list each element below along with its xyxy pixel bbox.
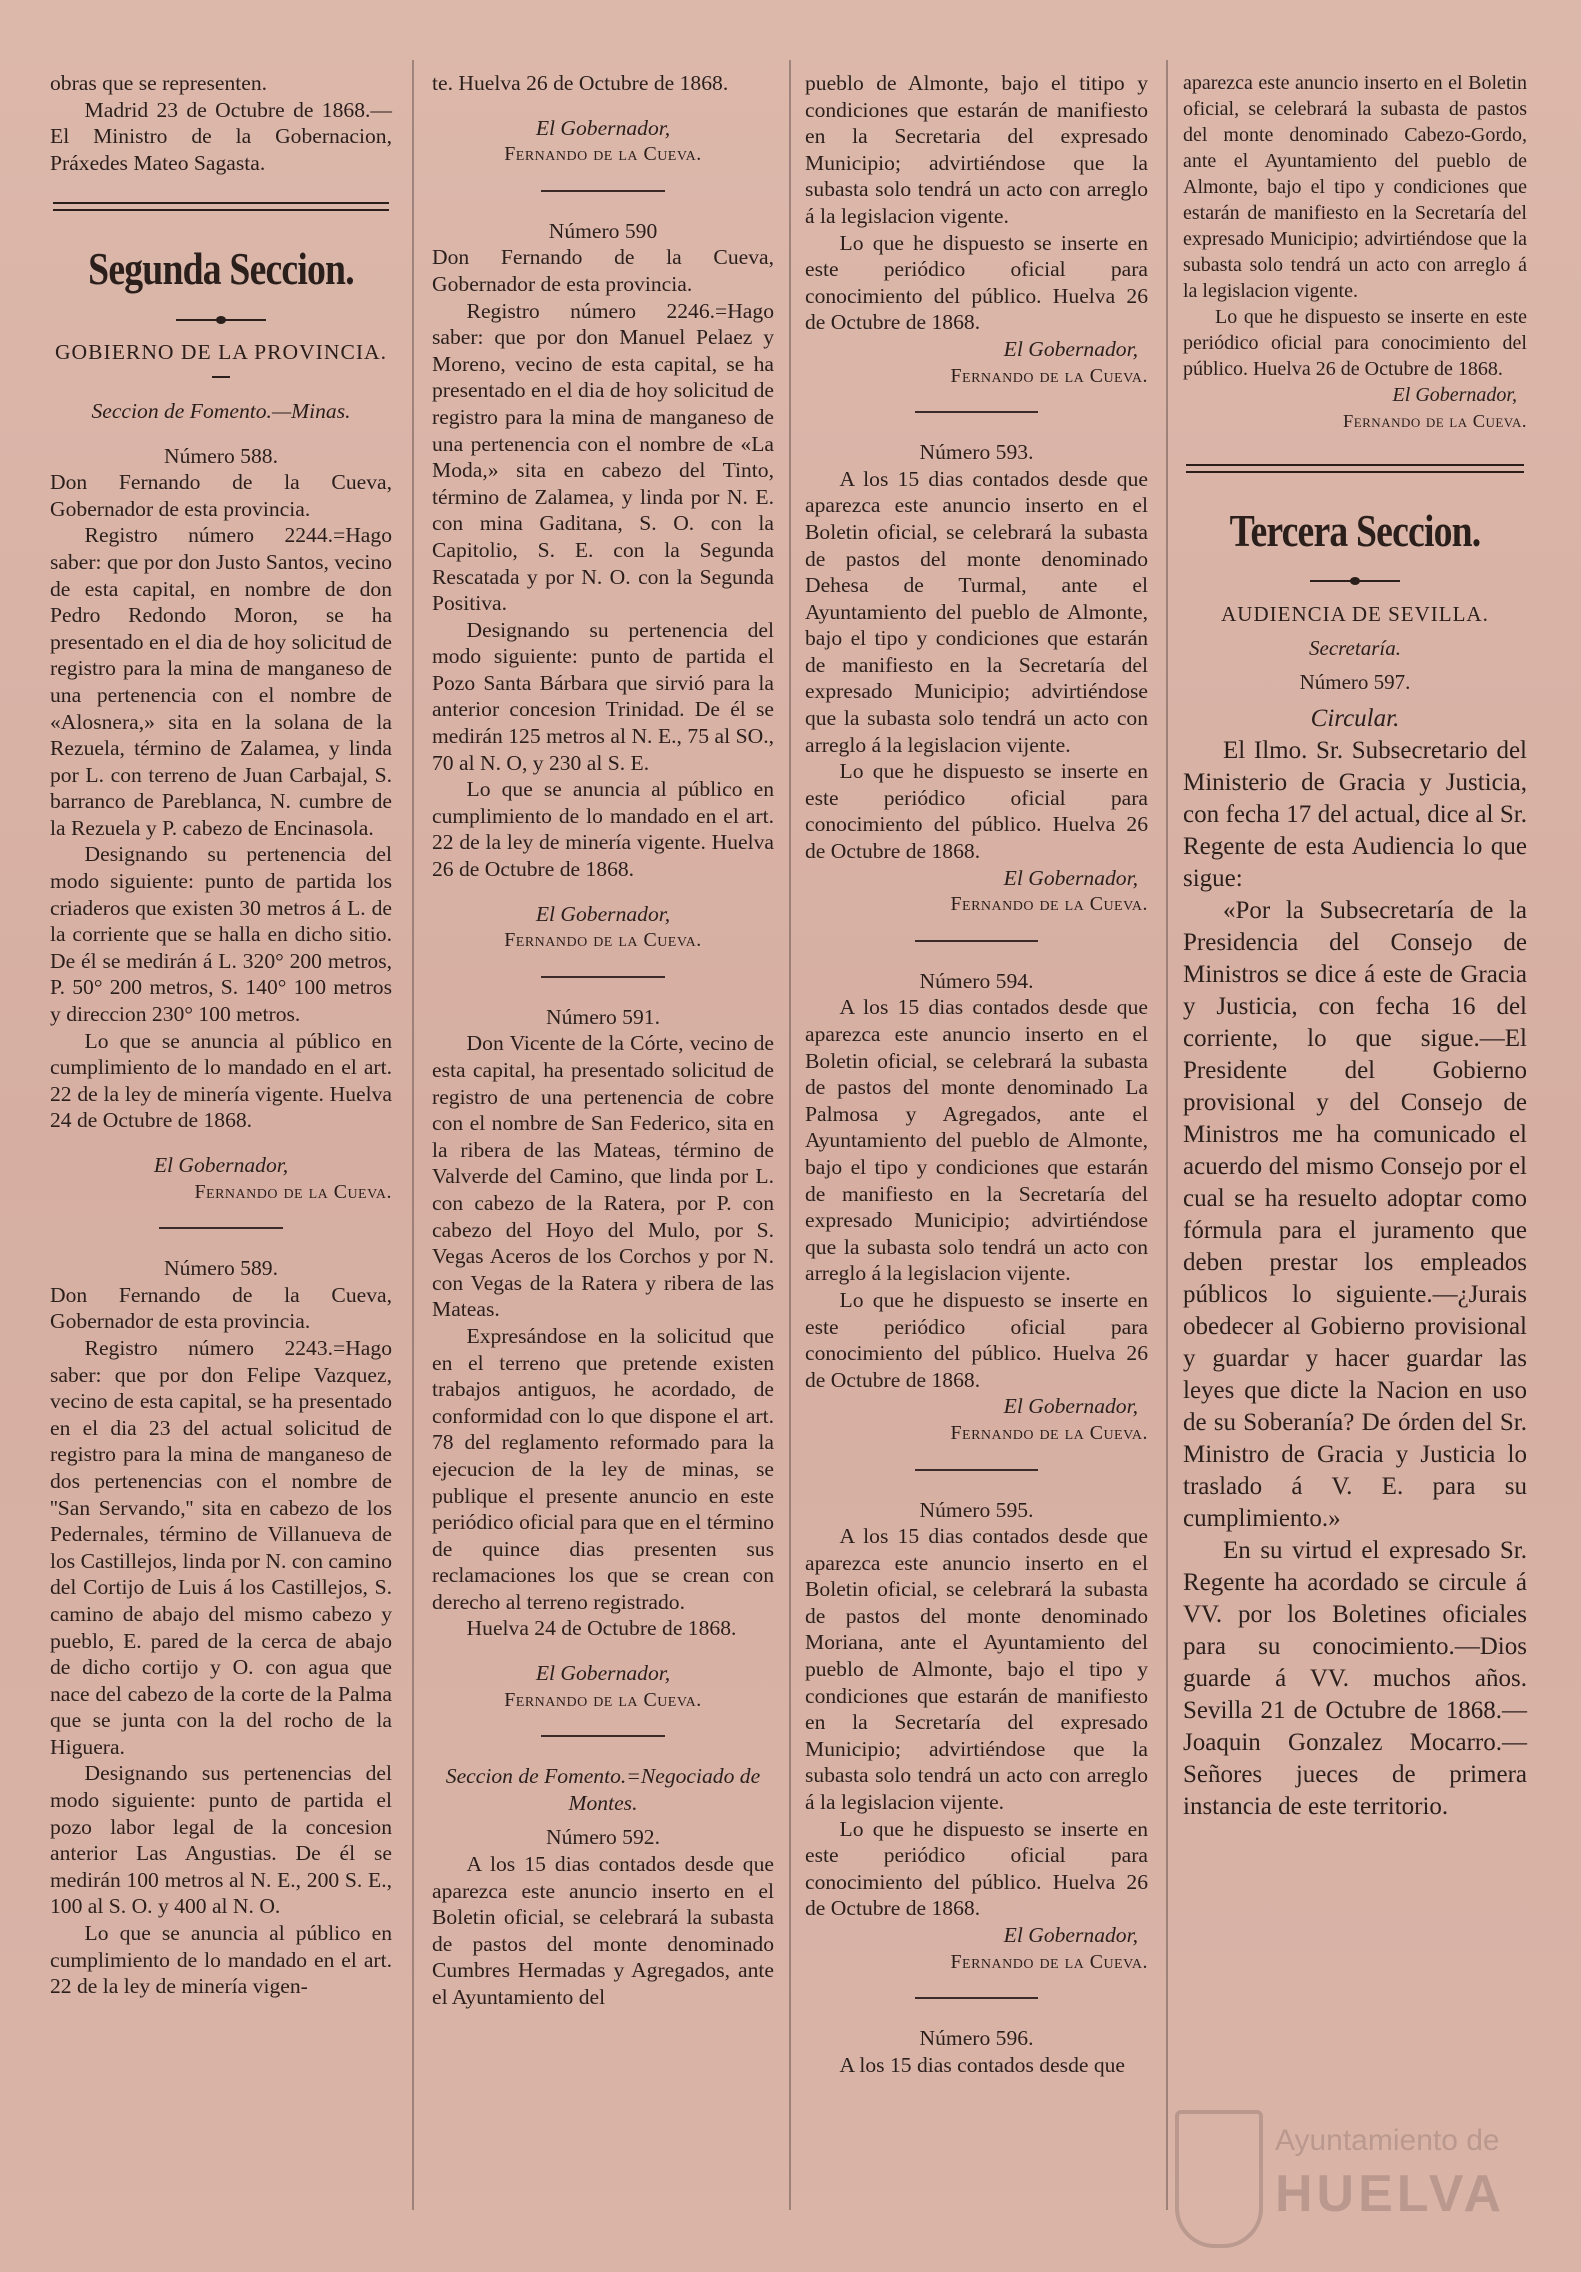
ornament-divider xyxy=(50,305,392,319)
notice-paragraph: A los 15 dias contados desde que aparezca este anuncio inserto en el Boletin oficial, se celebrará la subasta de pastos del monte denominado Cumbres Hermadas y Agregados, ante el Ayuntamiento del xyxy=(432,1852,774,2009)
notice-paragraph: Registro número 2246.=Hago saber: que por don Manuel Pelaez y Moreno, vecino de esta capital, se ha presentado en el dia de hoy solicitud de registro para la mina de manganeso de una pertenencia con el nombre de «La Moda,» sita en cabezo del Tinto, término de Zalamea, y linda por N. E. con mina Gaditana, S. O. con la Capitolio, S. E. con la Segunda Rescatada y por N. O. con la Segunda Positiva. xyxy=(432,298,774,616)
notice-divider xyxy=(541,976,664,978)
notice-number: Número 591. xyxy=(546,1004,660,1029)
notice-paragraph: Lo que se anuncia al público en cumplimiento de lo mandado en el art. 22 de la ley de minería vigen- xyxy=(50,1921,392,1999)
notice-paragraph: A los 15 dias contados desde que xyxy=(839,2052,1126,2077)
column-2 xyxy=(432,70,774,2011)
notice-paragraph: Designando su pertenencia del modo siguiente: punto de partida los criaderos que existen 30 metros á L. de la corriente que se halla en dicho sitio. De él se medirán á L. 320° 200 metros, P. 50° 200 metros, S. 140° 100 metros y direccion 230° 100 metros. xyxy=(50,842,392,1027)
notice-number: Número 592. xyxy=(546,1825,660,1850)
notice-number: Número 597. xyxy=(1299,670,1411,694)
continued-text: pueblo de Almonte, bajo el titipo y condiciones que estarán de manifiesto en la Secretaria del expresado Municipio; advirtiéndose que la subasta solo tendrá un acto con arreglo á la legislacion vigente. xyxy=(805,71,1148,228)
watermark-title: HUELVA xyxy=(1275,2165,1506,2223)
notice-number: Número 596. xyxy=(919,2026,1034,2051)
continued-text: aparezca este anuncio inserto en el Boletin oficial, se celebrará la subasta de pastos del monte denominado Cabezo-Gordo, ante el Ayuntamiento del pueblo de Almonte, bajo el tipo y condiciones que estarán de manifiesto en la Secretaría del expresado Municipio; advirtiéndose que la subasta solo tendrá un acto con arreglo á la legislacion vigente. xyxy=(1183,72,1527,302)
continued-text: te. Huelva 26 de Octubre de 1868. xyxy=(432,71,729,95)
notice-paragraph: «Por la Subsecretaría de la Presidencia del Consejo de Ministros se dice á este de Gracia y Justicia, con fecha 16 del corriente, lo que sigue.—El Presidente del Gobierno provisional y del Consejo de Ministros me ha comunicado el acuerdo del mismo Consejo por el cual se ha resuelto adoptar como fórmula para el juramento que deben prestar los empleados públicos lo siguiente.—¿Jurais obedecer al Gobierno provisional y guardar y hacer guardar las leyes que dicte la Nacion en uso de su Soberanía? De órden del Sr. Ministro de Gracia y Justicia lo traslado á V. E. para su cumplimiento.» xyxy=(1183,897,1527,1532)
section-divider xyxy=(53,202,388,211)
signature-name: Fernando de la Cueva. xyxy=(1342,411,1527,431)
section-title: Tercera Seccion. xyxy=(1229,505,1481,556)
signature-title: El Gobernador, xyxy=(535,1661,671,1686)
signature-name: Fernando de la Cueva. xyxy=(950,1950,1148,1973)
notice-divider xyxy=(915,940,1038,942)
subsection-heading: Seccion de Fomento.—Minas. xyxy=(91,398,351,423)
column-rule xyxy=(789,60,791,2210)
subsection-heading: Seccion de Fomento.=Negociado de Montes. xyxy=(445,1764,761,1815)
notice-number: Número 594. xyxy=(919,968,1034,993)
section-divider xyxy=(1186,464,1523,473)
signature-title: El Gobernador, xyxy=(535,901,671,926)
section-heading: GOBIERNO DE LA PROVINCIA. xyxy=(54,340,388,365)
signature-title: El Gobernador, xyxy=(1003,336,1138,361)
notice-divider xyxy=(159,1227,282,1229)
notice-paragraph: Designando su pertenencia del modo siguiente: punto de partida el Pozo Santa Bárbara que sirvió para la anterior concesion Trinidad. De él se medirán 125 metros al N. E., 75 al SO., 70 al N. O, y 230 al S. E. xyxy=(432,617,774,775)
notice-divider xyxy=(915,1469,1038,1471)
notice-number: Número 589. xyxy=(164,1256,278,1281)
notice-paragraph: Lo que se anuncia al público en cumplimiento de lo mandado en el art. 22 de la ley de minería vigente. Huelva 26 de Octubre de 1868. xyxy=(432,777,774,882)
notice-divider xyxy=(915,411,1038,413)
notice-paragraph: Huelva 24 de Octubre de 1868. xyxy=(466,1616,737,1641)
notice-paragraph: Lo que he dispuesto se inserte en este periódico oficial para conocimiento del público. Huelva 26 de Octubre de 1868. xyxy=(1183,306,1527,380)
intro-text: obras que se representen. xyxy=(50,71,268,95)
signature-name: Fernando de la Cueva. xyxy=(950,364,1148,387)
notice-paragraph: Registro número 2244.=Hago saber: que por don Justo Santos, vecino de esta capital, en nombre de don Pedro Redondo Moron, se ha presentado en el dia de hoy solicitud de registro para la mina de manganeso de una pertenencia con el nombre de «Alosnera,» sita en la solana de la Rezuela, término de Zalamea, y linda por L. con terreno de Juan Carbajal, S. barranco de Pareblanca, N. cumbre de la Rezuela y P. cabezo de Encinasola. xyxy=(50,523,392,840)
crest-icon xyxy=(1175,2110,1263,2248)
notice-paragraph: Don Fernando de la Cueva, Gobernador de esta provincia. xyxy=(50,470,392,521)
notice-paragraph: En su virtud el expresado Sr. Regente ha acordado se circule á VV. por los Boletines oficiales para su conocimiento.—Dios guarde á VV. muchos años. Sevilla 21 de Octubre de 1868.—Joaquin Gonzalez Mocarro.—Señores jueces de primera instancia de este territorio. xyxy=(1183,1537,1527,1820)
signature-name: Fernando de la Cueva. xyxy=(194,1180,392,1203)
notice-paragraph: Don Fernando de la Cueva, Gobernador de esta provincia. xyxy=(50,1282,392,1334)
signature-title: El Gobernador, xyxy=(535,115,671,140)
circular-heading: Circular. xyxy=(1310,705,1400,732)
notice-paragraph: El Ilmo. Sr. Subsecretario del Ministerio de Gracia y Justicia, con fecha 17 del actual, dice al Sr. Regente de esta Audiencia lo que sigue: xyxy=(1183,737,1527,892)
notice-paragraph: Lo que he dispuesto se inserte en este periódico oficial para conocimiento del público. Huelva 26 de Octubre de 1868. xyxy=(805,759,1148,864)
section-heading: AUDIENCIA DE SEVILLA. xyxy=(1221,602,1489,626)
notice-paragraph: Expresándose en la solicitud que en el terreno que pretende existen trabajos antiguos, he acordado, de conformidad con lo que dispone el art. 78 del reglamento reformado para la ejecucion de la ley de minas, se publique el presente anuncio en este periódico oficial para que en el término de quince dias presenten sus reclamaciones los que se crean con derecho al terreno registrado. xyxy=(432,1323,774,1614)
signature-name: Fernando de la Cueva. xyxy=(504,143,702,166)
notice-number: Número 595. xyxy=(919,1497,1034,1522)
signature-title: El Gobernador, xyxy=(1003,1394,1138,1419)
notice-paragraph: Lo que he dispuesto se inserte en este periódico oficial para conocimiento del público. Huelva 26 de Octubre de 1868. xyxy=(805,1816,1148,1921)
notice-paragraph: A los 15 dias contados desde que aparezca este anuncio inserto en el Boletin oficial, se celebrará la subasta de pastos del monte denominado Dehesa de Turmal, ante el Ayuntamiento del pueblo de Almonte, bajo el tipo y condiciones que estarán de manifiesto en la Secretaría del expresado Municipio; advirtiéndose que la subasta solo tendrá un acto con arreglo á la legislacion vijente. xyxy=(805,466,1148,757)
notice-paragraph: Lo que he dispuesto se inserte en este periódico oficial para conocimiento del público. Huelva 26 de Octubre de 1868. xyxy=(805,1287,1148,1392)
signature-name: Fernando de la Cueva. xyxy=(950,893,1148,916)
notice-divider xyxy=(541,1735,664,1737)
notice-paragraph: Don Fernando de la Cueva, Gobernador de esta provincia. xyxy=(432,245,774,296)
signature-title: El Gobernador, xyxy=(1003,865,1138,890)
madrid-paragraph: Madrid 23 de Octubre de 1868.—El Ministro de la Gobernacion, Práxedes Mateo Sagasta. xyxy=(50,97,392,175)
notice-paragraph: Registro número 2243.=Hago saber: que por don Felipe Vazquez, vecino de esta capital, se ha presentado en el dia 23 del actual solicitud de registro para la mina de manganeso de dos pertenencias con el nombre de ''San Servando,'' sita en cabezo de los Pedernales, término de Villanueva de los Castillejos, linda por N. con camino del Cortijo de Luis á los Castillejos, S. camino de abajo del mismo cabezo y pueblo, E. pared de la cerca de abajo de dicho cortijo y O. con agua que nace del cabezo de la corte de la Palma que se junta con la del rocho de la Higuera. xyxy=(50,1335,392,1759)
signature-name: Fernando de la Cueva. xyxy=(950,1421,1148,1444)
notice-divider xyxy=(541,190,664,192)
signature-title: El Gobernador, xyxy=(153,1153,289,1177)
notice-divider xyxy=(915,1997,1038,1999)
notice-paragraph: Designando sus pertenencias del modo siguiente: punto de partida el pozo labor legal de la concesion anterior Las Angustias. De él se medirán 100 metros al N. E., 200 S. E., 100 al S. O. y 400 al N. O. xyxy=(50,1761,392,1919)
column-1 xyxy=(50,70,392,2000)
section-title: Segunda Seccion. xyxy=(88,243,354,295)
municipal-watermark xyxy=(1175,2110,1535,2260)
signature-title: El Gobernador, xyxy=(1392,384,1517,406)
signature-name: Fernando de la Cueva. xyxy=(504,929,702,952)
ornament-divider xyxy=(1183,567,1527,581)
notice-paragraph: Lo que se anuncia al público en cumplimiento de lo mandado en el art. 22 de la ley de minería vigente. Huelva 24 de Octubre de 1868. xyxy=(50,1028,392,1133)
column-3 xyxy=(805,70,1148,2078)
notice-number: Número 590 xyxy=(548,218,658,243)
column-rule xyxy=(1166,60,1168,2210)
column-rule xyxy=(412,60,414,2210)
column-4 xyxy=(1183,70,1527,1823)
signature-title: El Gobernador, xyxy=(1003,1923,1138,1947)
signature-name: Fernando de la Cueva. xyxy=(504,1688,702,1711)
short-divider xyxy=(212,376,230,378)
notice-number: Número 593. xyxy=(919,440,1034,465)
notice-paragraph: Lo que he dispuesto se inserte en este periódico oficial para conocimiento del público. Huelva 26 de Octubre de 1868. xyxy=(805,230,1148,335)
notice-paragraph: A los 15 dias contados desde que aparezca este anuncio inserto en el Boletin oficial, se celebrará la subasta de pastos del monte denominado Moriana, ante el Ayuntamiento del pueblo de Almonte, bajo el tipo y condiciones que estarán de manifiesto en la Secretaría del expresado Municipio; advirtiéndose que la subasta solo tendrá un acto con arreglo á la legislacion vijente. xyxy=(805,1524,1148,1815)
subsection-heading: Secretaría. xyxy=(1309,636,1401,660)
watermark-line: Ayuntamiento de xyxy=(1275,2124,1500,2157)
notice-paragraph: A los 15 dias contados desde que aparezca este anuncio inserto en el Boletin oficial, se celebrará la subasta de pastos del monte denominado La Palmosa y Agregados, ante el Ayuntamiento del pueblo de Almonte, bajo el tipo y condiciones que estarán de manifiesto en la Secretaría del expresado Municipio; advirtiéndose que la subasta solo tendrá un acto con arreglo á la legislacion vijente. xyxy=(805,995,1148,1286)
notice-number: Número 588. xyxy=(164,443,278,468)
notice-paragraph: Don Vicente de la Córte, vecino de esta capital, ha presentado solicitud de registro de una pertenencia de cobre con el nombre de San Federico, sita en la ribera de las Mateas, término de Valverde del Camino, que linda por L. con cabezo de la Ratera, por P. con cabezo del Hoyo del Mulo, por S. Vegas Aceros de los Corchos y por N. con Vegas de la Ratera y ribera de las Mateas. xyxy=(432,1031,774,1322)
